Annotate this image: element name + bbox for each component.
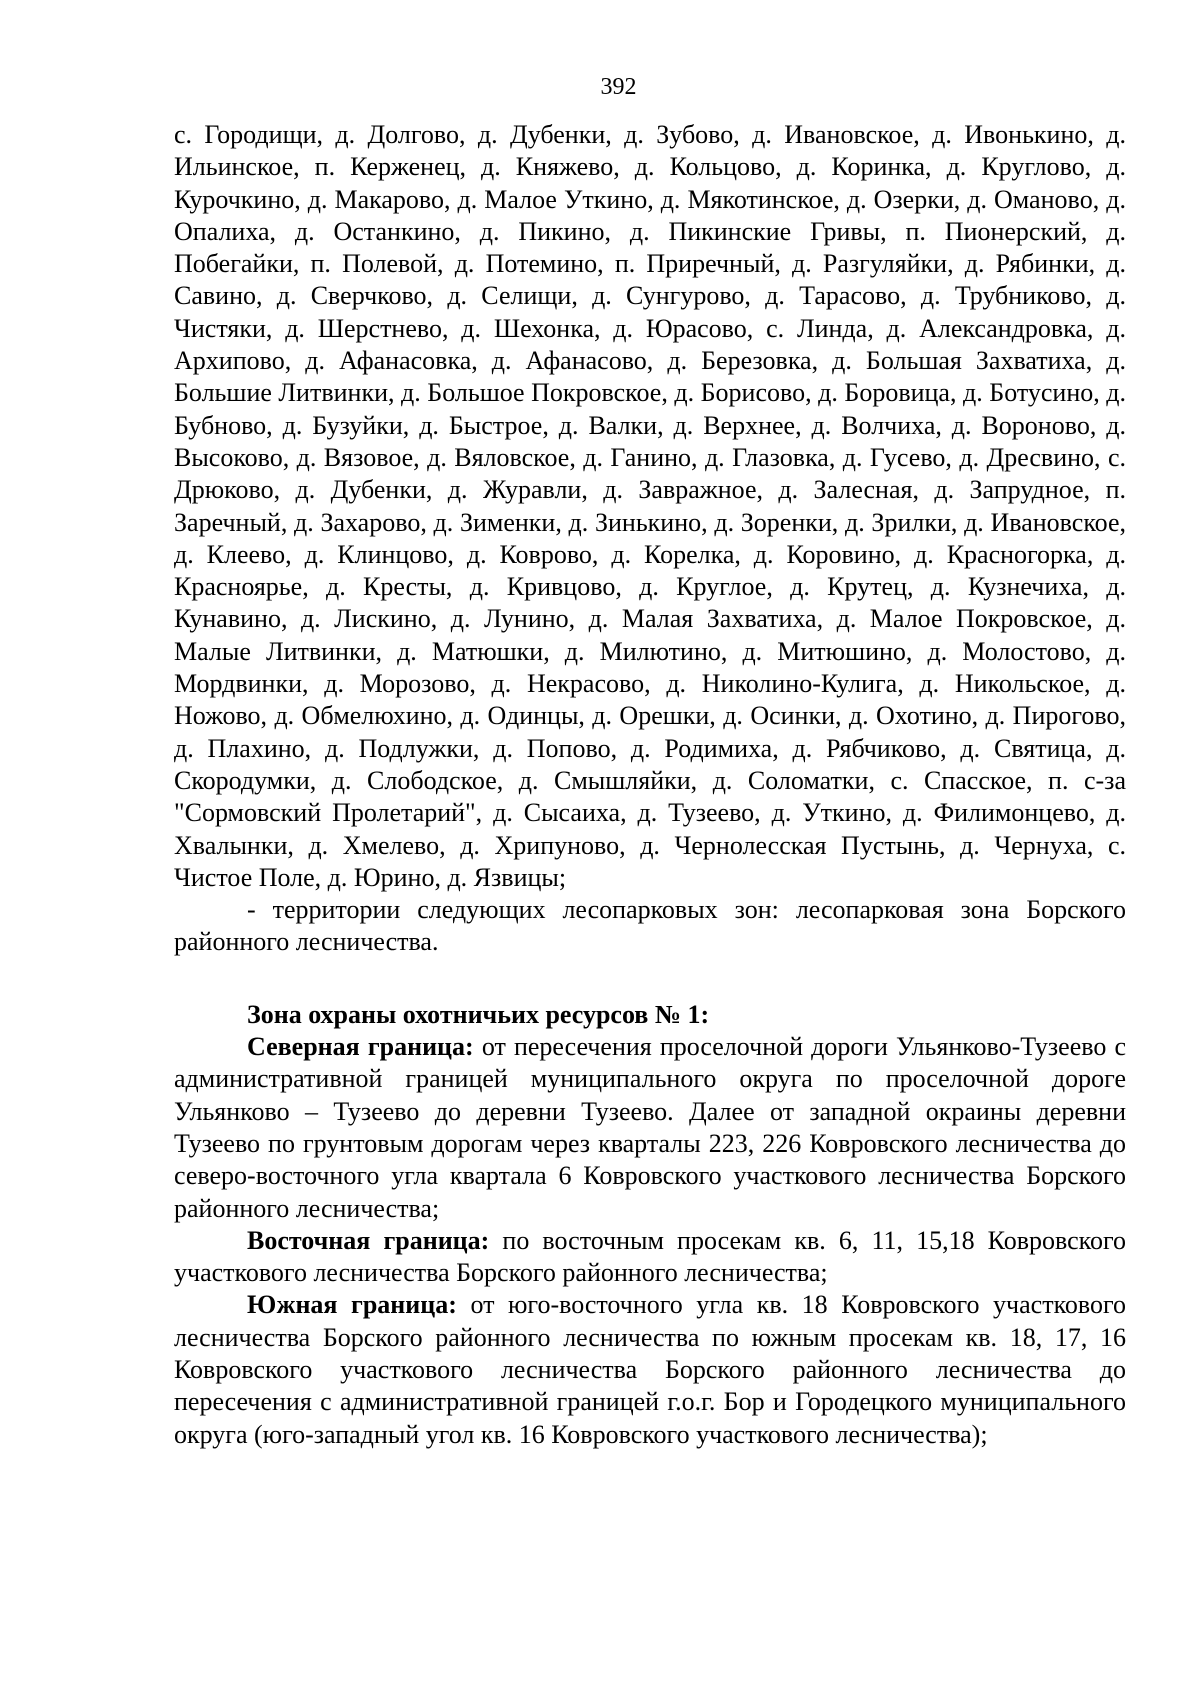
south-boundary-label: Южная граница: (247, 1290, 457, 1320)
settlements-list-paragraph: с. Городищи, д. Долгово, д. Дубенки, д. Зубово, д. Ивановское, д. Ивонькино, д. Ильинское, п. Керженец, д. Княжево, д. Кольцово, д. Коринка, д. Круглово, д. Курочкино, д. Макарово, д. Малое Уткино, д. Мякотинское, д. Озерки, д. Омановo, д. Опалиха, д. Останкино, д. Пикино, д. Пикинские Гривы, п. Пионерский, д. Побегайки, п. Полевой, д. Потемино, п. Приречный, д. Разгуляйки, д. Рябинки, д. Савино, д. Сверчково, д. Селищи, д. Сунгурово, д. Тарасово, д. Трубниково, д. Чистяки, д. Шерстнево, д. Шехонка, д. Юрасово, с. Линда, д. Александровка, д. Архипово, д. Афанасовка, д. Афанасово, д. Березовка, д. Большая Захватиха, д. Большие Литвинки, д. Большое Покровское, д. Борисово, д. Боровица, д. Ботусино, д. Бубново, д. Бузуйки, д. Быстрое, д. Валки, д. Верхнее, д. Волчиха, д. Вороново, д. Высоково, д. Вязовое, д. Вяловское, д. Ганино, д. Глазовка, д. Гусево, д. Дресвино, с. Дрюково, д. Дубенки, д. Журавли, д. Завражное, д. Залесная, д. Запрудное, п. Заречный, д. Захарово, д. Зименки, д. Зинькино, д. Зоренки, д. Зрилки, д. Ивановское, д. Клеево, д. Клинцово, д. Коврово, д. Корелка, д. Коровино, д. Красногорка, д. Красноярье, д. Кресты, д. Кривцово, д. Круглое, д. Крутец, д. Кузнечиха, д. Кунавино, д. Лискино, д. Лунино, д. Малая Захватиха, д. Малое Покровское, д. Малые Литвинки, д. Матюшки, д. Милютино, д. Митюшино, д. Молостово, д. Мордвинки, д. Морозово, д. Некрасово, д. Николино-Кулига, д. Никольское, д. Ножово, д. Обмелюхино, д. Одинцы, д. Орешки, д. Осинки, д. Охотино, д. Пирогово, д. Плахино, д. Подлужки, д. Попово, д. Родимиха, д. Рябчиково, д. Святица, д. Скородумки, д. Слободское, д. Смышляйки, д. Соломатки, с. Спасское, п. с-за "Сормовский Пролетарий", д. Сысаиха, д. Тузеево, д. Уткино, д. Филимонцево, д. Хвалынки, д. Хмелево, д. Хрипуново, д. Чернолесская Пустынь, д. Чернуха, с. Чистое Поле, д. Юрино, д. Язвицы; (174, 120, 1126, 892)
forest-park-zone-paragraph: - территории следующих лесопарковых зон: лесопарковая зона Борского районного лесничества. (174, 895, 1126, 957)
east-boundary-text: по восточным просекам кв. 6, 11, 15,18 Ковровского участкового лесничества Борского районного лесничества; (174, 1225, 1126, 1288)
east-boundary-paragraph (174, 1225, 1126, 1290)
section-spacer (174, 959, 1126, 999)
south-boundary-paragraph (174, 1289, 1126, 1450)
zone-heading: Зона охраны охотничьих ресурсов № 1: (247, 999, 710, 1029)
east-boundary-label: Восточная граница: (247, 1225, 490, 1255)
north-boundary-label: Северная граница: (247, 1032, 474, 1062)
north-boundary-text: от пересечения проселочной дороги Ульянково-Тузеево с административной границей муниципального округа по проселочной дороге Ульянково – Тузеево до деревни Тузеево. Далее от западной окраины деревни Тузеево по грунтовым дорогам через кварталы 223, 226 Ковровского лесничества до северо-восточного угла квартала 6 Ковровского участкового лесничества Борского районного лесничества; (174, 1032, 1126, 1223)
south-boundary-text: от юго-восточного угла кв. 18 Ковровского участкового лесничества Борского районного лесничества по южным просекам кв. 18, 17, 16 Ковровского участкового лесничества Борского районного лесничества до пересечения с административной границей г.о.г. Бор и Городецкого муниципального округа (юго-западный угол кв. 16 Ковровского участкового лесничества); (174, 1290, 1126, 1449)
page-number: 392 (600, 74, 637, 100)
north-boundary-paragraph (174, 1031, 1126, 1225)
page-content (174, 119, 1126, 1451)
